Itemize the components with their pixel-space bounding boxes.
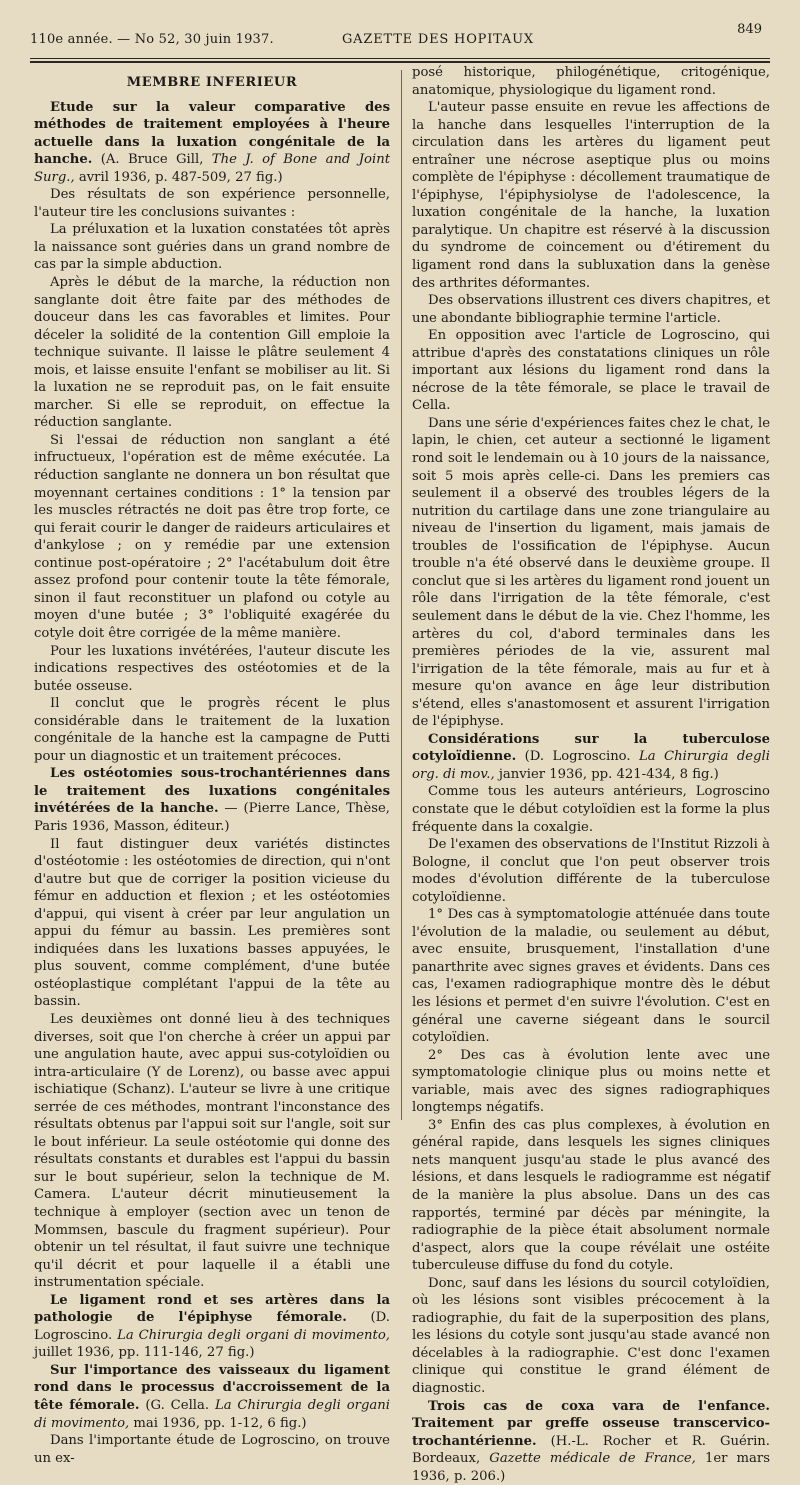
review-paragraph: Des observations illustrent ces divers chapitres, et une abondante bibliographie termine l'article. xyxy=(412,293,770,326)
review-source: Gazette médicale de France, xyxy=(489,1451,696,1467)
review-heading xyxy=(34,99,390,187)
review-paragraph: Pour les luxations invétérées, l'auteur discute les indications respectives des ostéotomies et de la butée osseuse. xyxy=(34,643,390,694)
review-paragraph: 1° Des cas à symptomatologie atténuée dans toute l'évolution de la maladie, ou seulement au début, avec ensuite, brusquement, l'installation d'une panarthrite avec signes graves et évidents. Dans ces cas, l'examen radiographique montre dès le début les lésions et permet d'en suivre l'évolution. C'est en général une caverne siégeant dans le sourcil cotyloïdien. xyxy=(412,907,770,1046)
journal-title: GAZETTE DES HOPITAUX xyxy=(342,32,534,47)
left-column xyxy=(34,74,390,1467)
review-title: Trois cas de coxa vara de l'enfance. Traitement par greffe osseuse transcervico-trochantérienne. xyxy=(412,1398,770,1449)
review-paragraph: La préluxation et la luxation constatées tôt après la naissance sont guéries dans un grand nombre de cas par la simple abduction. xyxy=(34,222,390,273)
review-author: — (Pierre Lance, Thèse, Paris 1936, Masson, éditeur.) xyxy=(34,801,390,834)
review-paragraph: Comme tous les auteurs antérieurs, Logroscino constate que le début cotyloïdien est la forme la plus fréquente dans la coxalgie. xyxy=(412,784,770,835)
review-title: Considérations sur la tuberculose cotyloïdienne. xyxy=(412,731,770,765)
review-source: The J. of Bone and Joint Surg., xyxy=(34,152,390,185)
review-paragraph: Dans l'importante étude de Logroscino, on trouve un ex- xyxy=(34,1433,390,1466)
review-title: Sur l'importance des vaisseaux du ligament rond dans le processus d'accroissement de la tête fémorale. xyxy=(34,1362,390,1414)
section-title: MEMBRE INFERIEUR xyxy=(126,75,298,90)
review-heading xyxy=(34,1362,390,1432)
review-paragraph: Il faut distinguer deux variétés distinctes d'ostéotomie : les ostéotomies de direction, qui n'ont d'autre but que de corriger la position vicieuse du fémur en adduction et flexion ; et les ostéotomies d'appui, qui visent à créer par leur angulation un appui du fémur au bassin. Les premières sont indiquées dans les luxations basses appuyées, le plus souvent, comme complément, d'une butée ostéoplastique complétant l'appui de la tête au bassin. xyxy=(34,836,390,1010)
review-title: Les ostéotomies sous-trochantériennes dans le traitement des luxations congénitales invétérées de la hanche. xyxy=(34,766,390,817)
review-paragraph: De l'examen des observations de l'Institut Rizzoli à Bologne, il conclut que l'on peut observer trois modes d'évolution différente de la tuberculose cotyloïdienne. xyxy=(412,837,770,905)
review-source: La Chirurgia degli org. di mov., xyxy=(412,749,770,782)
review-paragraph: Donc, sauf dans les lésions du sourcil cotyloïdien, où les lésions sont visibles précocement à la radiographie, du fait de la superposition des plans, les lésions du cotyle sont jusqu'au stade avancé non décelables à la radiographie. C'est donc l'examen clinique qui constitue le grand élément de diagnostic. xyxy=(412,1275,770,1397)
review-title: Etude sur la valeur comparative des méthodes de traitement employées à l'heure actuelle dans la luxation congénitale de la hanche. xyxy=(34,99,390,168)
issue-info: 110e année. — No 52, 30 juin 1937. xyxy=(30,32,274,47)
review-paragraph: L'auteur passe ensuite en revue les affections de la hanche dans lesquelles l'interruption de la circulation dans les artères du ligament peut entraîner une nécrose aseptique plus ou moins complète de l'épiphyse : décollement traumatique de l'épiphyse, l'épiphysiolyse de l'adolescence, la luxation congénitale de la hanche, la luxation paralytique. Un chapitre est réservé à la discussion du syndrome de coincement ou d'étirement du ligament rond dans la subluxation dans la genèse des arthrites déformantes. xyxy=(412,100,770,291)
review-heading xyxy=(412,731,770,784)
review-citation: avril 1936, p. 487-509, 27 fig.) xyxy=(78,169,283,185)
review-author: (D. Logroscino. xyxy=(34,1310,390,1343)
review-heading xyxy=(34,765,390,835)
review-paragraph: Il conclut que le progrès récent le plus considérable dans le traitement de la luxation congénitale de la hanche est la campagne de Putti pour un diagnostic et un traitement précoces. xyxy=(34,696,390,764)
review-paragraph: En opposition avec l'article de Logroscino, qui attribue d'après des constatations cliniques un rôle important aux lésions du ligament rond dans la nécrose de la tête fémorale, se place le travail de Cella. xyxy=(412,328,770,414)
review-paragraph: Après le début de la marche, la réduction non sanglante doit être faite par des méthodes de douceur dans les cas favorables et limites. Pour déceler la solidité de la contention Gill emploie la technique suivante. Il laisse le plâtre seulement 4 mois, et laisse ensuite l'enfant se mobiliser au lit. Si la luxation ne se reproduit pas, on le fait ensuite marcher. Si elle se reproduit, on effectue la réduction sanglante. xyxy=(34,275,390,431)
running-header xyxy=(30,22,770,52)
review-citation: janvier 1936, pp. 421-434, 8 fig.) xyxy=(498,766,719,782)
header-rule-thin xyxy=(30,58,770,59)
review-paragraph: Des résultats de son expérience personnelle, l'auteur tire les conclusions suivantes : xyxy=(34,187,390,220)
header-rule-thick xyxy=(30,61,770,63)
review-author: (A. Bruce Gill, xyxy=(100,152,204,168)
review-paragraph: 3° Enfin des cas plus complexes, à évolution en général rapide, dans lesquels les signes cliniques nets manquent jusqu'au stade le plus avancé des lésions, et dans lesquels le radiogramme est négatif de la manière la plus absolue. Dans un des cas rapportés, terminé par décès par méningite, la radiographie de la pièce était absolument normale d'aspect, alors que la coupe révélait une ostéite tuberculeuse diffuse du fond du cotyle. xyxy=(412,1117,770,1274)
review-heading xyxy=(412,1398,770,1485)
review-citation: juillet 1936, pp. 111-146, 27 fig.) xyxy=(34,1345,255,1361)
review-heading xyxy=(34,1292,390,1362)
right-column xyxy=(412,64,770,1485)
review-title: Le ligament rond et ses artères dans la pathologie de l'épiphyse fémorale. xyxy=(34,1292,390,1326)
review-citation: mai 1936, pp. 1-12, 6 fig.) xyxy=(133,1415,307,1431)
review-paragraph: Les deuxièmes ont donné lieu à des techniques diverses, soit que l'on cherche à créer un appui par une angulation haute, avec appui sus-cotyloïdien ou intra-articulaire (Y de Lorenz), ou basse avec appui ischiatique (Schanz). L'auteur se livre à une critique serrée de ces méthodes, montrant l'inconstance des résultats obtenus par l'appui soit sur l'angle, soit sur le bout inférieur. La seule ostéotomie qui donne des résultats constants et durables est l'appui du bassin sur le bout supérieur, selon la technique de M. Camera. L'auteur décrit minutieusement la technique à employer (section avec un tenon de Mommsen, bascule du fragment supérieur). Pour obtenir un tel résultat, il faut suivre une technique qu'il décrit et pour laquelle il a établi une instrumentation spéciale. xyxy=(34,1011,390,1291)
review-paragraph: Si l'essai de réduction non sanglant a été infructueux, l'opération est de même exécutée. La réduction sanglante ne donnera un bon résultat que moyennant certaines conditions : 1° la tension par les muscles rétractés ne doit pas être trop forte, ce qui ferait courir le danger de raideurs articulaires et d'ankylose ; on y remédie par une extension continue post-opératoire ; 2° l'acétabulum doit être assez profond pour contenir toute la tête fémorale, sinon il faut reconstituer un plafond ou cotyle au moyen d'une butée ; 3° l'obliquité exagérée du cotyle doit être corrigée de la même manière. xyxy=(34,432,390,641)
review-citation: 1er mars 1936, p. 206.) xyxy=(412,1451,770,1484)
review-paragraph: 2° Des cas à évolution lente avec une symptomatologie clinique plus ou moins nette et variable, mais avec des signes radiographiques longtemps négatifs. xyxy=(412,1047,770,1116)
review-author: (H.-L. Rocher et R. Guérin. Bordeaux, xyxy=(412,1433,770,1467)
review-author: (G. Cella. xyxy=(145,1398,210,1414)
review-author: (D. Logroscino. xyxy=(524,749,631,765)
column-divider xyxy=(401,70,402,1120)
review-paragraph: Dans une série d'expériences faites chez le chat, le lapin, le chien, cet auteur a sectionné le ligament rond soit le lendemain ou à 10 jours de la naissance, soit 5 mois après celle-ci. Dans les premiers cas seulement il a observé des troubles légers de la nutrition du cartilage dans une zone triangulaire au niveau de l'insertion du ligament, mais jamais de troubles de l'ossification de l'épiphyse. Aucun trouble n'a été observé dans le deuxième groupe. Il conclut que si les artères du ligament rond jouent un rôle dans l'irrigation de la tête fémorale, c'est seulement dans le début de la vie. Chez l'homme, les artères du col, d'abord terminales dans les premières périodes de la vie, assurent mal l'irrigation de la tête fémorale, mais au fur et à mesure qu'on avance en âge leur distribution s'étend, elles s'anastomosent et assurent l'irrigation de l'épiphyse. xyxy=(412,415,770,730)
review-source: La Chirurgia degli organi di movimento, xyxy=(117,1327,390,1343)
page-number: 849 xyxy=(737,22,762,37)
review-paragraph: posé historique, philogénétique, critogénique, anatomique, physiologique du ligament rond. xyxy=(412,65,770,98)
review-source: La Chirurgia degli organi di movimento, xyxy=(34,1398,390,1431)
